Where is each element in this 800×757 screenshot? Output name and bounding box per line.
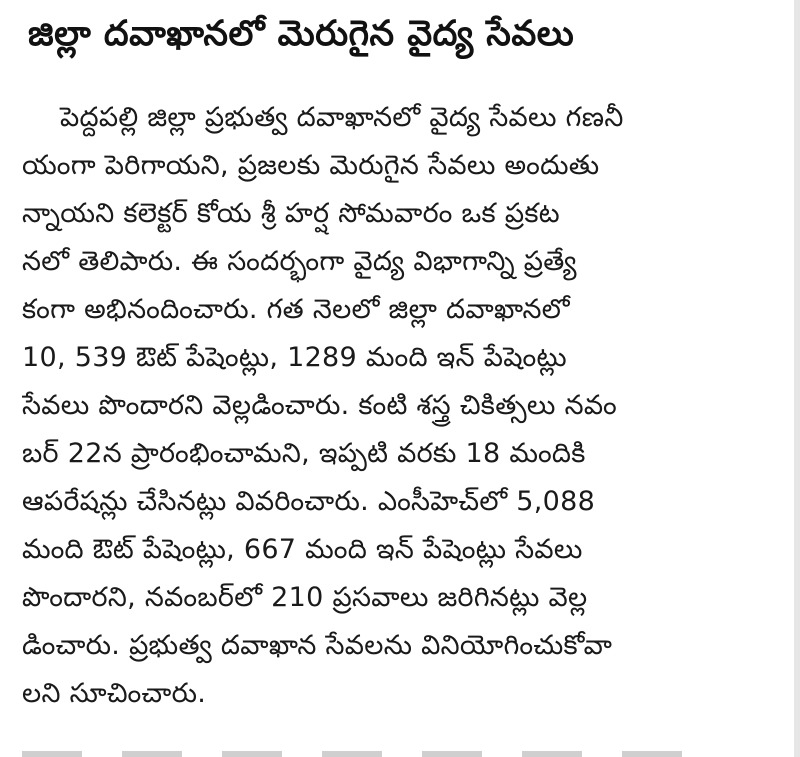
article-line: యంగా పెరిగాయని, ప్రజలకు మెరుగైన సేవలు అందుతు [22, 150, 600, 181]
article-line: మంది ఔట్ పేషెంట్లు, 667 మంది ఇన్ పేషెంట్లు సేవలు [22, 534, 583, 565]
article-line: 10, 539 ఔట్ పేషెంట్లు, 1289 మంది ఇన్ పేషెంట్లు [22, 342, 567, 373]
clipping-edge [794, 0, 800, 757]
article-line: నలో తెలిపారు. ఈ సందర్భంగా వైద్య విభాగాన్ని ప్రత్యే [22, 246, 577, 277]
article-body [22, 94, 742, 718]
article-line: పొందారని, నవంబర్‌లో 210 ప్రసవాలు జరిగినట్లు వెల్ల [22, 582, 588, 613]
article-line: న్నాయని కలెక్టర్ కోయ శ్రీ హర్ష సోమవారం ఒక ప్రకట [22, 198, 560, 229]
article-line: బర్ 22న ప్రారంభించామని, ఇప్పటి వరకు 18 మందికి [22, 438, 586, 469]
article-line: డించారు. ప్రభుత్వ దవాఖాన సేవలను వినియోగించుకోవా [22, 630, 613, 661]
article-line: ఆపరేషన్లు చేసినట్లు వివరించారు. ఎంసీహెచ్‌లో 5,088 [22, 486, 596, 517]
article-line: లని సూచించారు. [22, 678, 207, 709]
cut-off-next-line [22, 742, 782, 757]
article-line: పెద్దపల్లి జిల్లా ప్రభుత్వ దవాఖానలో వైద్య సేవలు గణనీ [60, 102, 624, 133]
article-line: సేవలు పొందారని వెల్లడించారు. కంటి శస్త్ర చికిత్సలు నవం [22, 390, 618, 421]
article-headline: జిల్లా దవాఖానలో మెరుగైన వైద్య సేవలు [28, 14, 575, 54]
article-line: కంగా అభినందించారు. గత నెలలో జిల్లా దవాఖానలో [22, 294, 570, 325]
